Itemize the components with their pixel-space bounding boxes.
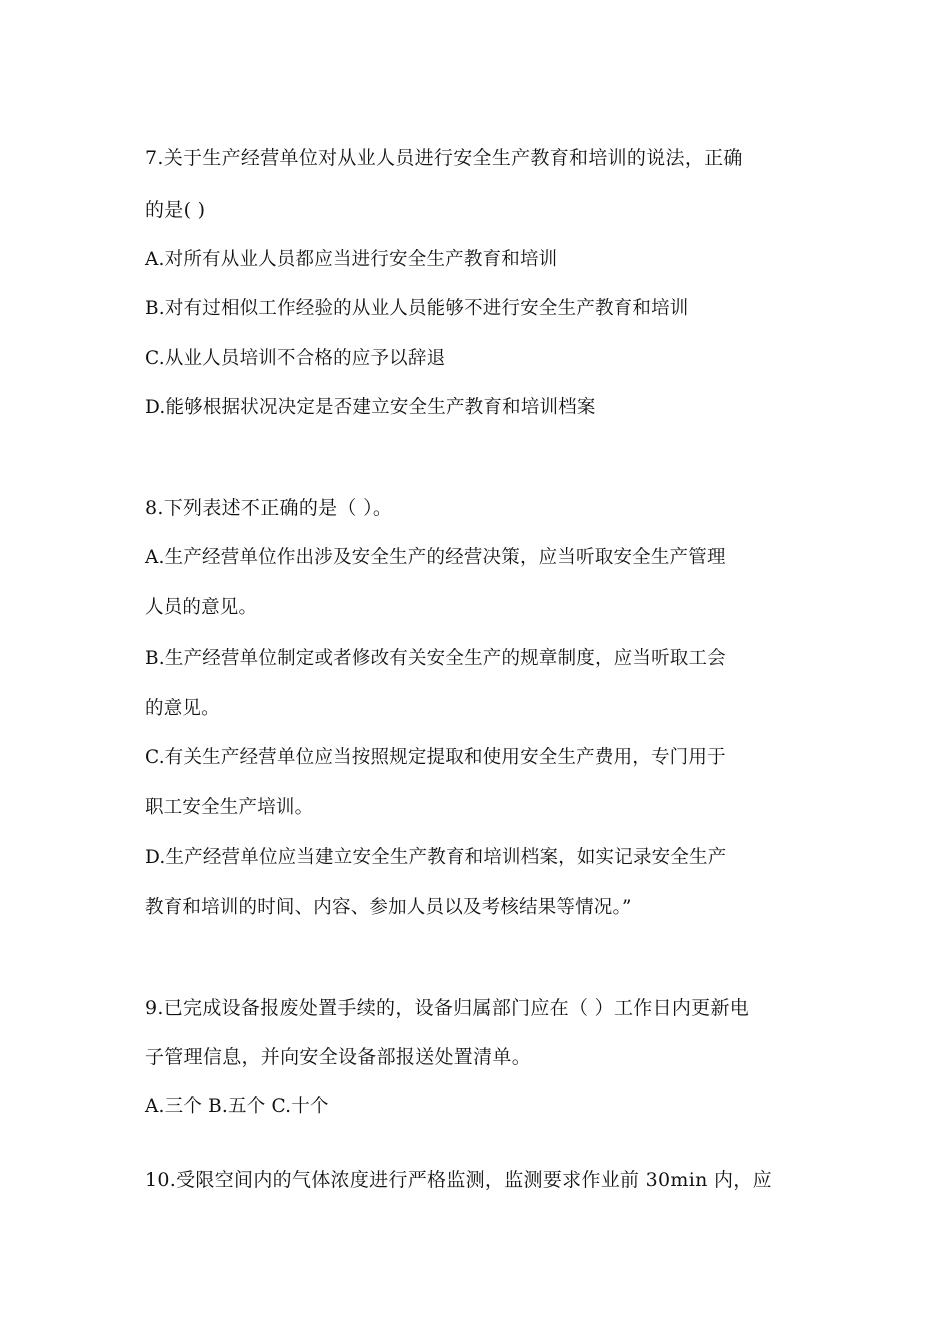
question-8-line-1: 8.下列表述不正确的是（ ）。 [145,497,393,519]
question-8-option-b-line-2: 的意见。 [145,698,220,719]
question-8-option-c-line-1: C.有关生产经营单位应当按照规定提取和使用安全生产费用，专门用于 [145,747,726,768]
question-7-option-a: A.对所有从业人员都应当进行安全生产教育和培训 [145,249,558,270]
question-8-option-d-line-1: D.生产经营单位应当建立安全生产教育和培训档案，如实记录安全生产 [145,847,727,868]
question-8-option-b-line-1: B.生产经营单位制定或者修改有关安全生产的规章制度，应当听取工会 [145,648,726,669]
question-7-line-2: 的是( ) [145,199,206,221]
question-9-line-1: 9.已完成设备报废处置手续的，设备归属部门应在（ ）工作日内更新电 [145,997,750,1019]
question-7-option-c: C.从业人员培训不合格的应予以辞退 [145,348,446,369]
question-8-option-d-line-2: 教育和培训的时间、内容、参加人员以及考核结果等情况。” [145,897,632,918]
question-8-option-c-line-2: 职工安全生产培训。 [145,797,314,818]
question-8-option-a-line-2: 人员的意见。 [145,597,258,618]
question-9-line-2: 子管理信息，并向安全设备部报送处置清单。 [145,1046,532,1068]
question-8-option-a-line-1: A.生产经营单位作出涉及安全生产的经营决策，应当听取安全生产管理 [145,547,726,568]
question-7-option-d: D.能够根据状况决定是否建立安全生产教育和培训档案 [145,397,596,418]
question-10-line-1: 10.受限空间内的气体浓度进行严格监测，监测要求作业前 30min 内，应 [145,1169,772,1191]
question-9-options: A.三个 B.五个 C.十个 [145,1096,329,1117]
question-7-option-b: B.对有过相似工作经验的从业人员能够不进行安全生产教育和培训 [145,298,689,319]
question-7-line-1: 7.关于生产经营单位对从业人员进行安全生产教育和培训的说法，正确 [145,147,743,169]
